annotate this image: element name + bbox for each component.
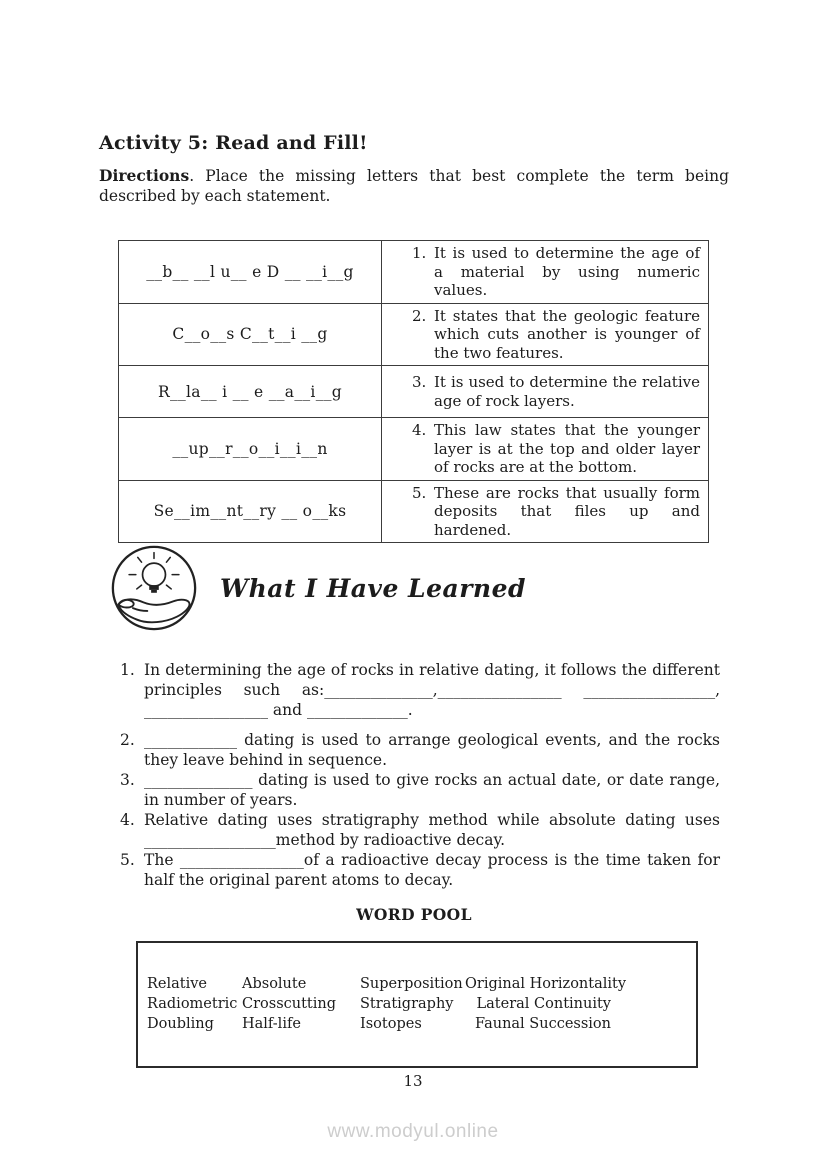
table-row xyxy=(119,241,709,304)
directions-paragraph xyxy=(99,166,729,206)
list-item xyxy=(120,850,720,890)
word-pool-word: Original Horizontality xyxy=(465,976,627,992)
directions-label: Directions xyxy=(99,166,190,185)
term-cell: Se__im__nt__ry __ o__ks xyxy=(119,480,382,543)
watermark: www.modyul.online xyxy=(327,1121,499,1142)
word-pool-word: Isotopes xyxy=(360,1016,422,1032)
word-pool-word: Relative xyxy=(147,976,208,992)
section-heading: What I Have Learned xyxy=(220,574,526,603)
lightbulb-hand-icon xyxy=(110,544,198,636)
description-text: It is used to determine the age of a material by using numeric values. xyxy=(434,244,700,299)
item-text: In determining the age of rocks in relative dating, it follows the different principles such as:______________,________________ _________________, ________________ and _____________. xyxy=(144,661,720,719)
word-pool-word: Doubling xyxy=(147,1016,214,1032)
description-cell xyxy=(382,480,709,543)
item-number: 4. xyxy=(120,811,135,829)
table-row xyxy=(119,480,709,543)
word-pool-word: Radiometric xyxy=(147,996,238,1012)
word-pool-heading: WORD POOL xyxy=(356,905,472,924)
word-pool-word: Faunal Succession xyxy=(475,1016,611,1032)
item-number: 2. xyxy=(120,731,135,749)
list-item xyxy=(120,660,720,720)
description-text: These are rocks that usually form deposits that files up and hardened. xyxy=(434,483,700,539)
list-item xyxy=(120,810,720,850)
description-cell xyxy=(382,418,709,481)
description-cell xyxy=(382,241,709,304)
description-text: This law states that the younger layer is at the top and older layer of rocks are at the bottom. xyxy=(434,421,700,476)
word-pool-box xyxy=(136,941,698,1068)
table-row xyxy=(119,303,709,366)
questions-list xyxy=(120,660,720,890)
list-item xyxy=(120,770,720,810)
word-pool-word: Half-life xyxy=(242,1016,301,1032)
word-pool-word: Lateral Continuity xyxy=(476,996,611,1012)
item-text: The ________________of a radioactive decay process is the time taken for half the original parent atoms to decay. xyxy=(144,851,720,889)
word-pool-word: Crosscutting xyxy=(242,996,337,1012)
word-pool-word: Stratigraphy xyxy=(360,996,454,1012)
item-text: ____________ dating is used to arrange geological events, and the rocks they leave behind in sequence. xyxy=(144,731,720,769)
page-number: 13 xyxy=(403,1072,423,1090)
description-text: It is used to determine the relative age of rock layers. xyxy=(434,373,700,410)
item-number: 1. xyxy=(120,661,135,679)
term-cell: __up__r__o__i__i__n xyxy=(119,418,382,481)
list-item xyxy=(120,730,720,770)
activity-title: Activity 5: Read and Fill! xyxy=(99,132,368,154)
item-number: 4. xyxy=(412,421,427,439)
description-cell xyxy=(382,303,709,366)
term-cell: C__o__s C__t__i __g xyxy=(119,303,382,366)
item-text: Relative dating uses stratigraphy method while absolute dating uses _________________method by radioactive decay. xyxy=(144,811,720,849)
fill-in-table xyxy=(118,240,709,543)
table-row xyxy=(119,418,709,481)
directions-text: . Place the missing letters that best complete the term being described by each statement. xyxy=(99,167,729,205)
term-cell: R__la__ i __ e __a__i__g xyxy=(119,366,382,418)
item-number: 3. xyxy=(120,771,135,789)
word-pool-word: Absolute xyxy=(242,976,307,992)
item-text: ______________ dating is used to give rocks an actual date, or date range, in number of years. xyxy=(144,771,720,809)
item-number: 2. xyxy=(412,306,427,325)
item-number: 5. xyxy=(412,483,427,502)
item-number: 1. xyxy=(412,244,427,262)
description-text: It states that the geologic feature which cuts another is younger of the two features. xyxy=(434,306,700,362)
table-row xyxy=(119,366,709,418)
description-cell xyxy=(382,366,709,418)
term-cell: __b__ __l u__ e D __ __i__g xyxy=(119,241,382,304)
word-pool-word: Superposition xyxy=(360,976,463,992)
item-number: 3. xyxy=(412,373,427,391)
item-number: 5. xyxy=(120,851,135,869)
word-pool-grid xyxy=(147,974,696,1034)
